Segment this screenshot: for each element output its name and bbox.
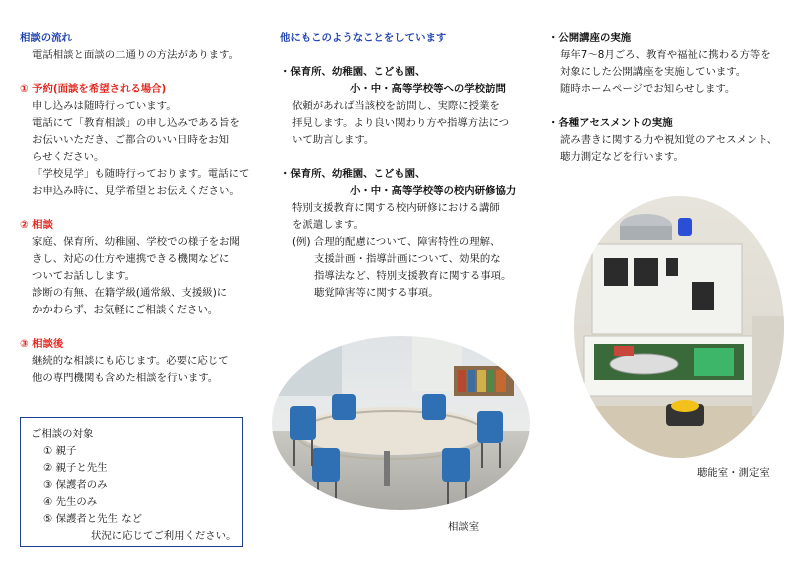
assessment-line: 読み書きに関する力や視知覚のアセスメント、 bbox=[560, 134, 778, 146]
step3-line: 他の専門機関も含めた相談を行います。 bbox=[32, 372, 219, 384]
training-title-2: 小・中・高等学校等の校内研修協力 bbox=[350, 185, 517, 197]
training-line: を派遣します。 bbox=[292, 219, 364, 231]
consultation-room-caption: 相談室 bbox=[448, 521, 480, 533]
school-visit-title-1: ・保育所、幼稚園、こども園、 bbox=[280, 66, 426, 78]
public-lecture-line: 随時ホームページでお知らせします。 bbox=[560, 83, 736, 95]
target-item: ⑤ 保護者と先生 など bbox=[43, 513, 143, 525]
assessment-line: 聴力測定などを行います。 bbox=[560, 151, 684, 163]
public-lecture-line: 毎年7～8月ごろ、教育や福祉に携わる方等を bbox=[560, 49, 771, 61]
step1-number: ① bbox=[20, 83, 29, 95]
school-visit-line: 拝見します。より良い関わり方や指導方法につ bbox=[292, 117, 510, 129]
step1-line: らせください。 bbox=[32, 151, 105, 163]
lectures-assessment-column bbox=[548, 30, 788, 166]
consultation-intro: 電話相談と面談の二通りの方法があります。 bbox=[32, 49, 239, 61]
training-title-1: ・保育所、幼稚園、こども園、 bbox=[280, 168, 426, 180]
other-activities-heading: 他にもこのようなことをしています bbox=[280, 32, 447, 44]
training-example: 支援計画・指導計画について、効果的な bbox=[314, 253, 501, 265]
step1-line: 申し込みは随時行っています。 bbox=[32, 100, 177, 112]
target-item: ④ 先生のみ bbox=[43, 496, 98, 508]
step3-number: ③ bbox=[20, 338, 29, 350]
training-example: (例) 合理的配慮について、障害特性の理解、 bbox=[292, 236, 501, 248]
step2-number: ② bbox=[20, 219, 29, 231]
consultation-targets-box bbox=[20, 417, 243, 547]
step3-title: 相談後 bbox=[32, 338, 64, 350]
consultation-flow-heading: 相談の流れ bbox=[20, 32, 72, 44]
step1-line: お申込み時に、見学希望とお伝えください。 bbox=[32, 185, 240, 197]
step2-line: 診断の有無、在籍学級(通常級、支援級)に bbox=[32, 287, 228, 299]
targets-note: 状況に応じてご利用ください。 bbox=[91, 530, 237, 542]
step2-line: ついてお話しします。 bbox=[32, 270, 136, 282]
target-item: ① 親子 bbox=[43, 445, 77, 457]
step2-heading bbox=[20, 217, 260, 234]
target-item: ② 親子と先生 bbox=[43, 462, 108, 474]
step3-heading bbox=[20, 336, 260, 353]
step3-line: 継続的な相談にも応じます。必要に応じて bbox=[32, 355, 229, 367]
training-example: 指導法など、特別支援教育に関する事項。 bbox=[314, 270, 512, 282]
step1-heading bbox=[20, 81, 260, 98]
school-visit-title-2: 小・中・高等学校等への学校訪問 bbox=[350, 83, 506, 95]
training-line: 特別支援教育に関する校内研修における講師 bbox=[292, 202, 500, 214]
public-lecture-title: ・公開講座の実施 bbox=[548, 32, 632, 44]
step1-line: お伝いいただき、ご都合のいい日時をお知 bbox=[32, 134, 230, 146]
hearing-room-caption: 聴能室・測定室 bbox=[697, 467, 770, 479]
consultation-room-photo bbox=[272, 336, 530, 510]
consultation-flow-column bbox=[20, 30, 260, 387]
target-item: ③ 保護者のみ bbox=[43, 479, 108, 491]
step2-line: きし、対応の仕方や連携できる機関などに bbox=[32, 253, 230, 265]
step1-line: 「学校見学」も随時行っております。電話にて bbox=[32, 168, 250, 180]
school-visit-line: いて助言します。 bbox=[292, 134, 375, 146]
other-activities-column bbox=[280, 30, 525, 302]
step2-line: 家庭、保育所、幼稚園、学校での様子をお聞 bbox=[32, 236, 240, 248]
public-lecture-line: 対象にした公開講座を実施しています。 bbox=[560, 66, 747, 78]
assessment-title: ・各種アセスメントの実施 bbox=[548, 117, 673, 129]
step1-title: 予約(面談を希望される場合) bbox=[32, 83, 167, 95]
school-visit-line: 依頼があれば当該校を訪問し、実際に授業を bbox=[292, 100, 500, 112]
targets-title: ご相談の対象 bbox=[31, 428, 94, 440]
step1-line: 電話にて「教育相談」の申し込みである旨を bbox=[32, 117, 240, 129]
step2-title: 相談 bbox=[32, 219, 53, 231]
training-example: 聴覚障害等に関する事項。 bbox=[314, 287, 439, 299]
step2-line: かかわらず、お気軽にご相談ください。 bbox=[32, 304, 219, 316]
hearing-room-photo bbox=[574, 196, 784, 458]
